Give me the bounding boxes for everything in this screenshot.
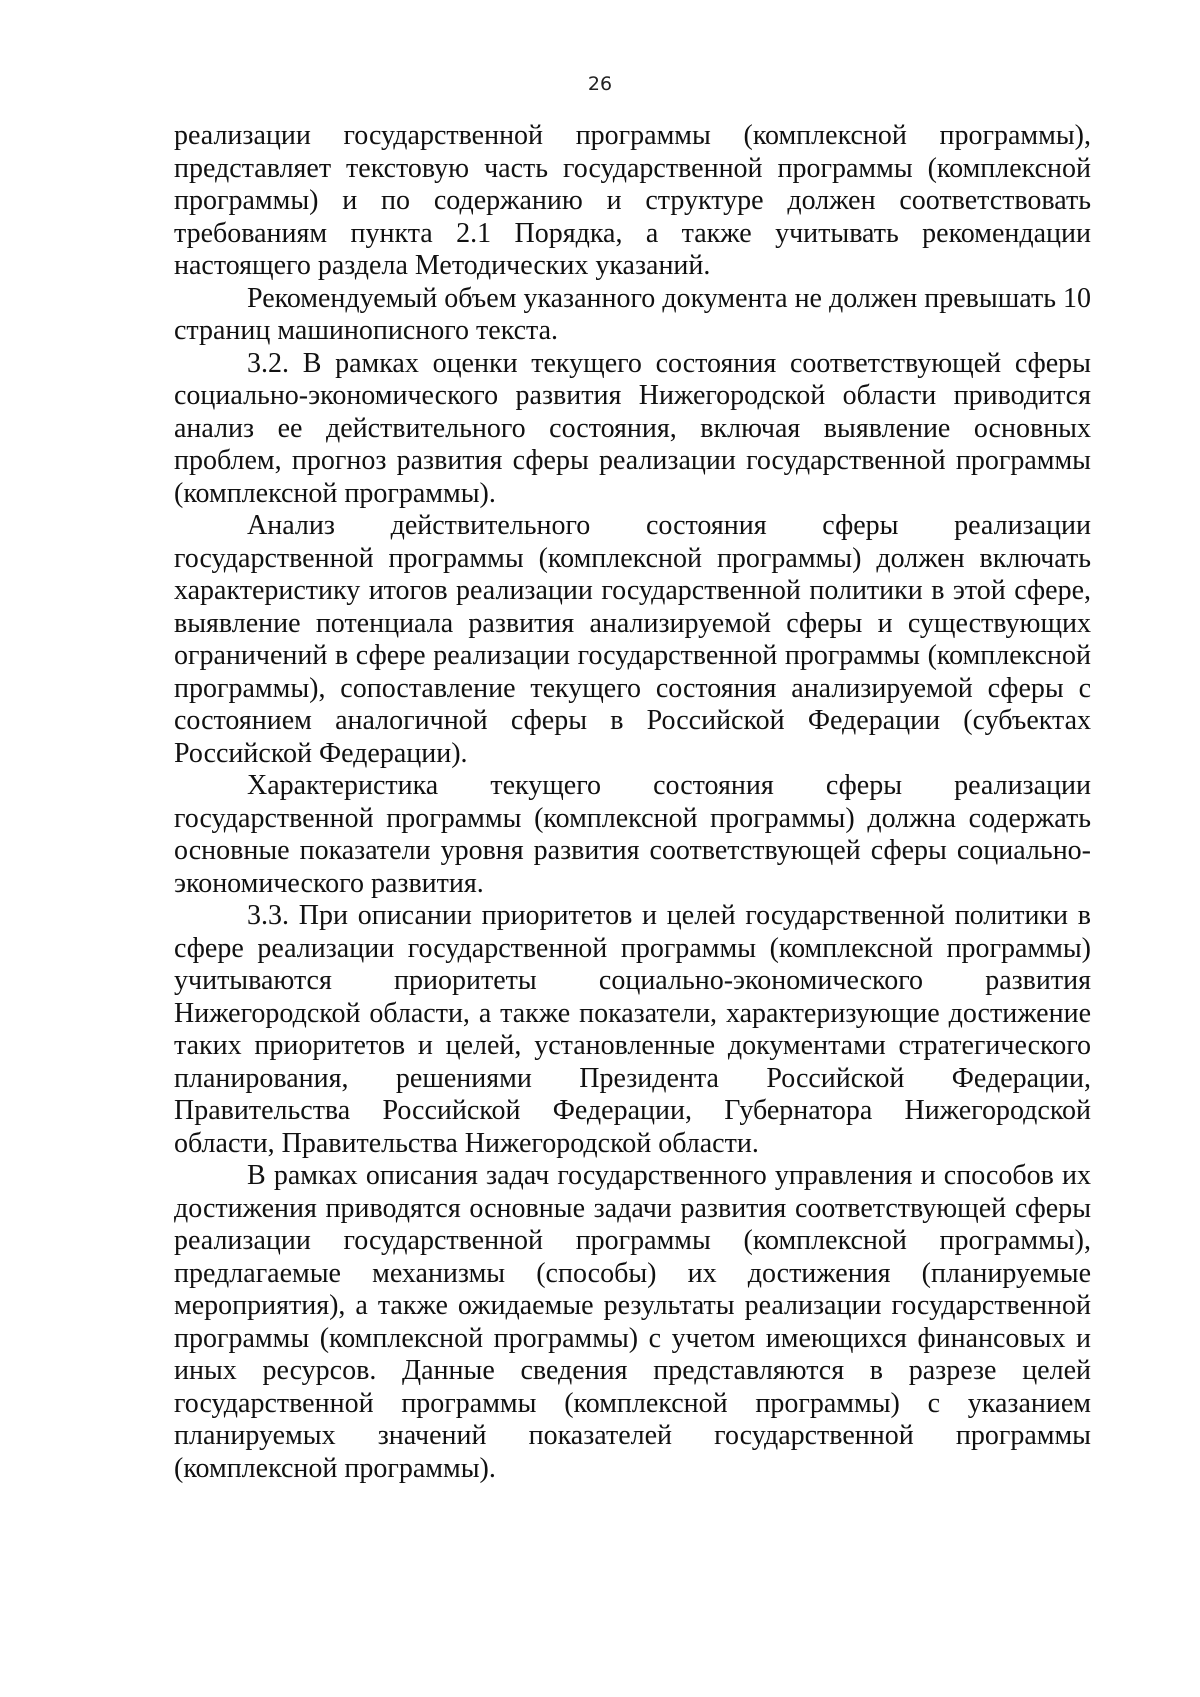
document-body: [174, 120, 1091, 1485]
paragraph-analysis: Анализ действительного состояния сферы реализации государственной программы (комплексной программы) должен включать характеристику итогов реализации государственной политики в этой сфере, выявление потенциала развития анализируемой сферы и существующих ограничений в сфере реализации государственной программы (комплексной программы), сопоставление текущего состояния анализируемой сферы с состоянием аналогичной сферы в Российской Федерации (субъектах Российской Федерации).: [174, 510, 1091, 769]
paragraph-recommended-volume: Рекомендуемый объем указанного документа не должен превышать 10 страниц машинописного текста.: [174, 282, 1091, 346]
paragraph-section-3-2: 3.2. В рамках оценки текущего состояния соответствующей сферы социально-экономического развития Нижегородской области приводится анализ ее действительного состояния, включая выявление основных проблем, прогноз развития сферы реализации государственной программы (комплексной программы).: [174, 347, 1091, 509]
paragraph-characteristics: Характеристика текущего состояния сферы реализации государственной программы (комплексной программы) должна содержать основные показатели уровня развития соответствующей сферы социально-экономического развития.: [174, 770, 1091, 899]
paragraph-tasks: В рамках описания задач государственного управления и способов их достижения приводятся основные задачи развития соответствующей сферы реализации государственной программы (комплексной программы), предлагаемые механизмы (способы) их достижения (планируемые мероприятия), а также ожидаемые результаты реализации государственной программы (комплексной программы) с учетом имеющихся финансовых и иных ресурсов. Данные сведения представляются в разрезе целей государственной программы (комплексной программы) с указанием планируемых значений показателей государственной программы (комплексной программы).: [174, 1160, 1091, 1484]
paragraph-section-3-3: 3.3. При описании приоритетов и целей государственной политики в сфере реализации государственной программы (комплексной программы) учитываются приоритеты социально-экономического развития Нижегородской области, а также показатели, характеризующие достижение таких приоритетов и целей, установленные документами стратегического планирования, решениями Президента Российской Федерации, Правительства Российской Федерации, Губернатора Нижегородской области, Правительства Нижегородской области.: [174, 900, 1091, 1159]
paragraph-continuation: реализации государственной программы (комплексной программы), представляет текстовую часть государственной программы (комплексной программы) и по содержанию и структуре должен соответствовать требованиям пункта 2.1 Порядка, а также учитывать рекомендации настоящего раздела Методических указаний.: [174, 120, 1091, 281]
page-number: 26: [587, 73, 613, 95]
